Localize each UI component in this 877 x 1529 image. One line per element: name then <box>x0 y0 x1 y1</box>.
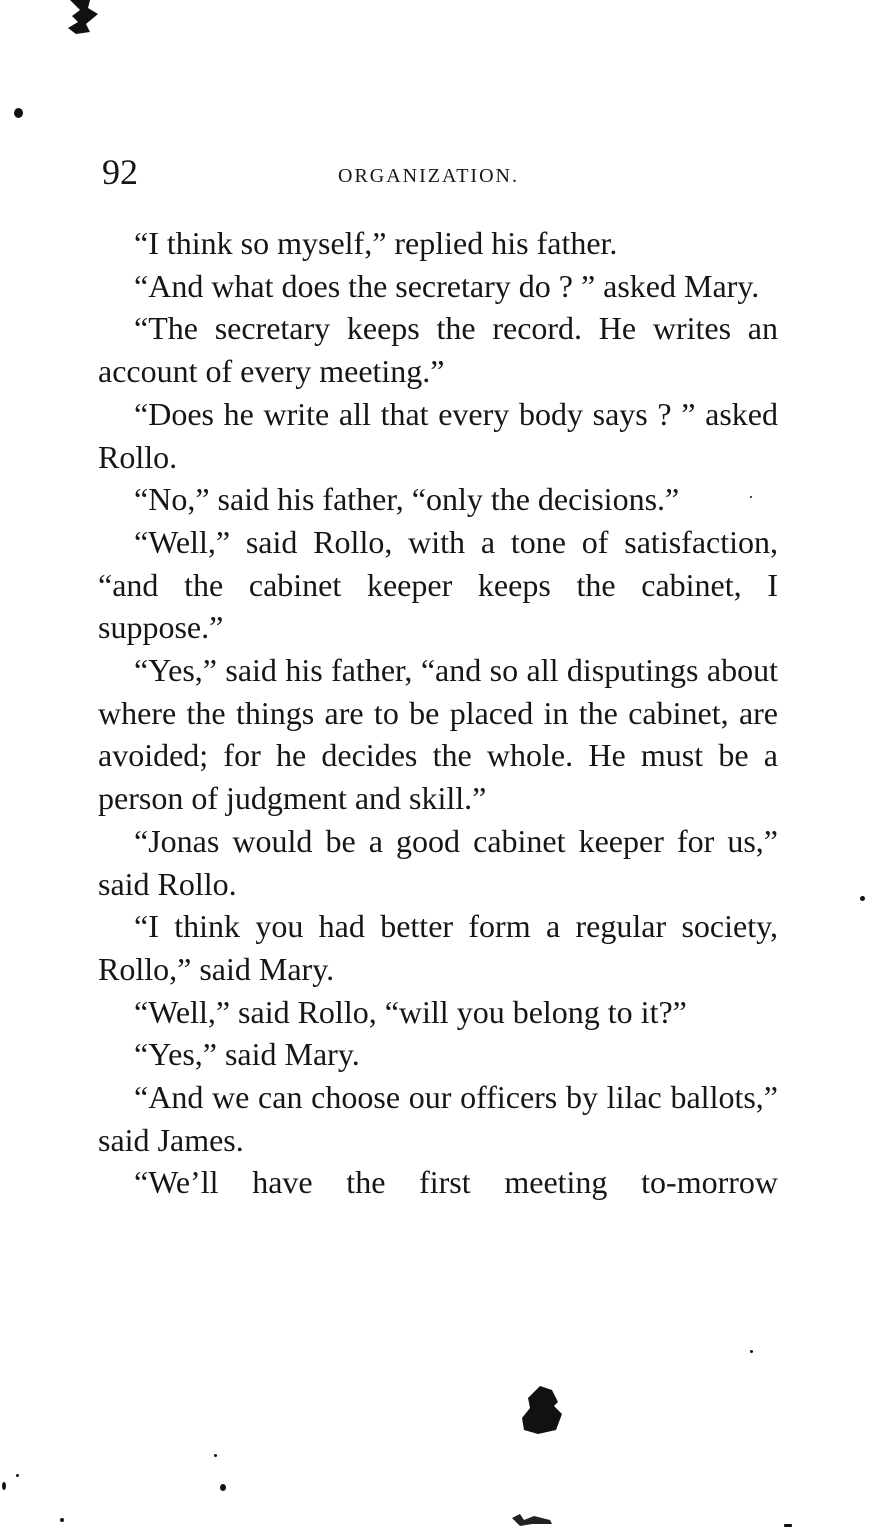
paragraph: “And what does the secretary do ? ” asked Mary. <box>134 267 760 304</box>
paragraph: “The secretary keeps the record. He writes an account of every meeting.” <box>98 310 778 390</box>
paragraph: “I think so myself,” replied his father. <box>134 225 618 261</box>
paragraph: “Well,” said Rollo, “will you belong to it?” <box>134 993 687 1030</box>
speck <box>750 1350 753 1353</box>
speck <box>220 1484 226 1491</box>
speck <box>16 1474 19 1477</box>
paragraph: “I think you had better form a regular society, Rollo,” said Mary. <box>98 908 778 987</box>
paragraph: “Well,” said Rollo, with a tone of satisfaction, “and the cabinet keeper keeps the cabinet, I suppose.” <box>98 523 778 646</box>
paragraph: “Yes,” said Mary. <box>134 1036 360 1073</box>
paragraph: “Does he write all that every body says ? ” asked Rollo. <box>98 395 778 475</box>
ink-blot-bottom <box>518 1384 568 1436</box>
speck <box>860 896 865 901</box>
speck <box>2 1482 6 1490</box>
speck <box>750 496 752 498</box>
speck <box>14 108 23 118</box>
paragraph: “And we can choose our officers by lilac ballots,” said James. <box>98 1079 778 1158</box>
ink-blot-top-left <box>60 0 104 36</box>
ink-mark-bottom <box>510 1512 554 1528</box>
paragraph: “No,” said his father, “only the decisions.” <box>134 481 680 518</box>
paragraph: “Yes,” said his father, “and so all disputings about where the things are to be placed in the cabinet, are avoided; for he decides the whole. He must be a person of judgment and skill.” <box>98 652 778 817</box>
page-text <box>98 222 778 1204</box>
speck <box>784 1524 792 1527</box>
running-title: ORGANIZATION. <box>338 165 519 187</box>
paragraph: “We’ll have the first meeting to-morrow <box>134 1164 778 1201</box>
speck <box>60 1518 64 1522</box>
page-number: 92 <box>102 152 138 192</box>
speck <box>214 1454 217 1457</box>
paragraph: “Jonas would be a good cabinet keeper for us,” said Rollo. <box>98 822 778 902</box>
